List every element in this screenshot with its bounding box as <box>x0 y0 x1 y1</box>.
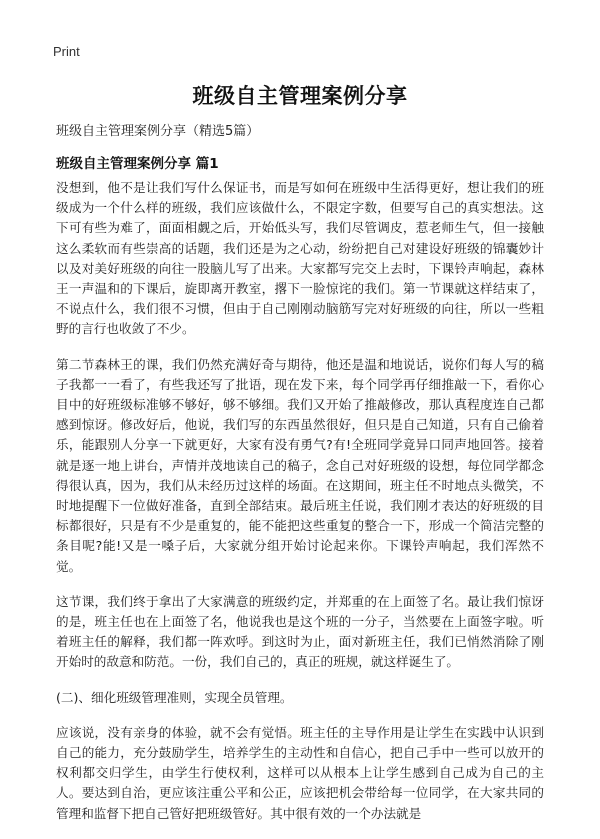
paragraph-4: 应该说，没有亲身的体验，就不会有觉悟。班主任的主导作用是让学生在实践中认识到自己的能力，充分鼓励学生，培养学生的主动性和自信心，把自己手中一些可以放开的权利都交归学生，由学生行使权利，这样可以从根本上让学生感到自己成为自己的主人。要达到自治，更应该注重公平和公正，应该把机会带给每一位同学，在大家共同的管理和监督下把自己管好把班级管好。其中很有效的一个办法就是 <box>56 724 544 821</box>
paragraph-1: 没想到，他不是让我们写什么保证书，而是写如何在班级中生活得更好，想让我们的班级成为一个什么样的班级，我们应该做什么，不限定字数，但要写自己的真实想法。这下可有些为难了，面面相觑之后，开始低头写，我们尽管调皮，惹老师生气，但一接触这么柔软而有些崇高的话题，我们还是为之心动，纷纷把自己对建设好班级的锦囊妙计以及对美好班级的向往一股脑儿写了出来。大家都写完交上去时，下课铃声响起，森林王一声温和的下课后，旋即离开教室，撂下一脸惊诧的我们。第一节课就这样结束了，不说点什么，我们很不习惯，但由于自己刚刚动脑筋写完对好班级的向往，所以一些粗野的言行也收敛了不少。 <box>56 180 544 337</box>
paragraph-subheading: (二)、细化班级管理准则，实现全员管理。 <box>56 689 293 705</box>
print-label[interactable]: Print <box>53 44 80 59</box>
document-subtitle: 班级自主管理案例分享（精选5篇） <box>56 124 260 139</box>
section-heading: 班级自主管理案例分享 篇1 <box>56 156 219 172</box>
document-title: 班级自主管理案例分享 <box>192 84 408 108</box>
article-body <box>56 178 544 839</box>
paragraph-2: 第二节森林王的课，我们仍然充满好奇与期待，他还是温和地说话，说你们每人写的稿子我都一一看了，有些我还写了批语，现在发下来，每个同学再仔细推敲一下，看你心目中的好班级标准够不够好，够不够细。我们又开始了推敲修改，那认真程度连自己都感到惊讶。修改好后，他说，我们写的东西虽然很好，但只是自己知道，只有自己偷着乐，能跟别人分享一下就更好，大家有没有勇气?有!全班同学竟异口同声地回答。接着就是逐一地上讲台，声情并茂地读自己的稿子，念自己对好班级的设想，每位同学都念得很认真，因为，我们从未经历过这样的场面。在这期间，班主任不时地点头微笑，不时地提醒下一位做好准备，直到全部结束。最后班主任说，我们刚才表达的好班级的目标都很好，只是有不少是重复的，能不能把这些重复的整合一下，形成一个简洁完整的条目呢?能!又是一嗓子后，大家就分组开始讨论起来你。下课铃声响起，我们浑然不觉。 <box>56 356 544 574</box>
paragraph-3: 这节课，我们终于拿出了大家满意的班级约定，并郑重的在上面签了名。最让我们惊讶的是，班主任也在上面签了名，他说我也是这个班的一分子，当然要在上面签字啦。听着班主任的解释，我们都一阵欢呼。到这时为止，面对新班主任，我们已悄然消除了刚开始时的敌意和防范。一份，我们自己的，真正的班规，就这样诞生了。 <box>56 593 544 670</box>
